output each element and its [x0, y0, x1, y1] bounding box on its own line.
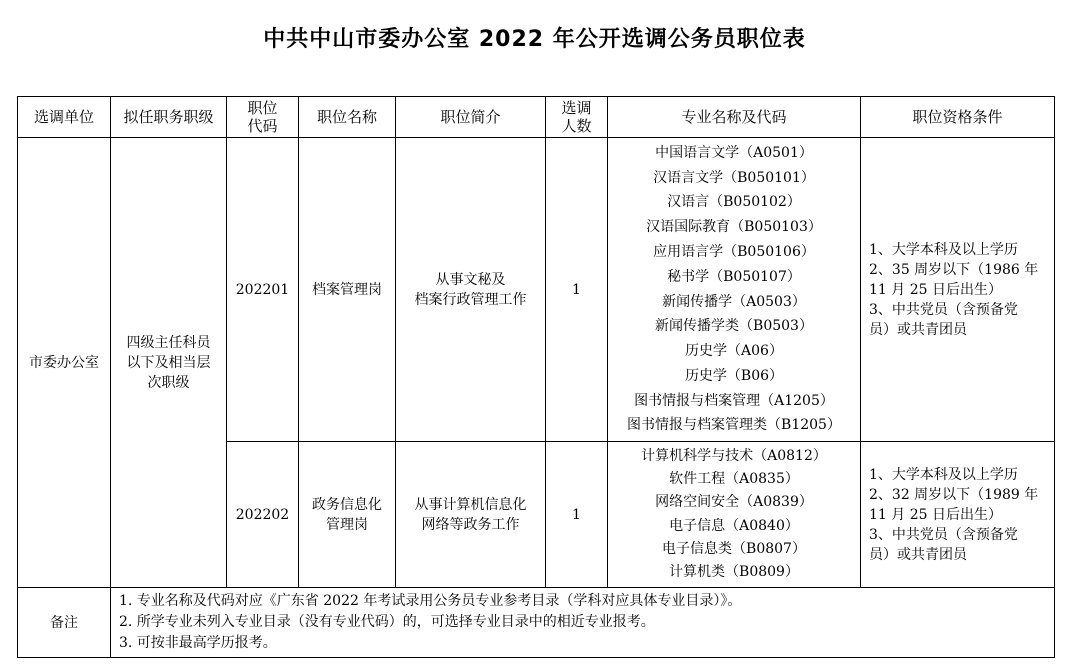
position-name-line: 政务信息化: [312, 496, 382, 513]
condition-line: 员）或共青团员: [869, 546, 967, 563]
header-count-line2: 人数: [561, 117, 592, 135]
major-item: 图书情报与档案管理类（B1205）: [627, 417, 841, 434]
rank-line: 四级主任科员: [126, 334, 211, 351]
majors-cell: [608, 138, 861, 442]
position-name-cell: [299, 442, 396, 588]
rank-line: 次职级: [147, 374, 190, 391]
header-conditions: 职位资格条件: [861, 97, 1055, 138]
position-name-line: 档案管理岗: [312, 281, 382, 298]
header-count-line1: 选调: [561, 99, 592, 117]
major-item: 电子信息类（B0807）: [662, 540, 806, 557]
condition-line: 3、中共党员（含预备党: [869, 526, 1018, 543]
table-row: [18, 138, 1055, 442]
major-item: 网络空间安全（A0839）: [655, 494, 813, 511]
intro-line: 从事文秘及: [435, 271, 506, 288]
conditions-cell: [861, 442, 1055, 588]
header-row: [18, 97, 1055, 138]
major-item: 电子信息（A0840）: [669, 517, 799, 534]
header-count: [546, 97, 608, 138]
intro-cell: [396, 442, 546, 588]
major-item: 汉语国际教育（B050103）: [646, 219, 822, 236]
major-item: 秘书学（B050107）: [667, 268, 801, 285]
header-code: [227, 97, 299, 138]
intro-line: 从事计算机信息化: [414, 496, 527, 513]
note-item: 3. 可按非最高学历报考。: [119, 635, 277, 651]
header-intro: 职位简介: [396, 97, 546, 138]
note-item: 2. 所学专业未列入专业目录（没有专业代码）的，可选择专业目录中的相近专业报考。: [119, 614, 655, 630]
major-item: 图书情报与档案管理（A1205）: [634, 392, 834, 409]
major-item: 软件工程（A0835）: [669, 471, 799, 488]
position-name-line: 管理岗: [326, 516, 368, 533]
count-cell: 1: [546, 442, 608, 588]
count-cell: 1: [546, 138, 608, 442]
code-cell: 202202: [227, 442, 299, 588]
major-item: 新闻传播学（A0503）: [662, 293, 806, 310]
condition-line: 1、大学本科及以上学历: [869, 466, 1018, 483]
intro-cell: [396, 138, 546, 442]
major-item: 新闻传播学类（B0503）: [655, 318, 813, 335]
page-title: 中共中山市委办公室 2022 年公开选调公务员职位表: [263, 27, 806, 52]
major-item: 历史学（B06）: [684, 367, 784, 384]
condition-line: 11 月 25 日后出生）: [869, 506, 1002, 523]
condition-line: 1、大学本科及以上学历: [869, 241, 1018, 258]
notes-cell: [111, 588, 1055, 658]
major-item: 中国语言文学（A0501）: [655, 144, 813, 161]
conditions-cell: [861, 138, 1055, 442]
major-item: 应用语言学（B050106）: [653, 243, 815, 260]
rank-line: 以下及相当层: [126, 354, 211, 371]
code-cell: 202201: [227, 138, 299, 442]
condition-line: 2、35 周岁以下（1986 年: [869, 261, 1039, 278]
position-name-cell: [299, 138, 396, 442]
header-majors: 专业名称及代码: [608, 97, 861, 138]
condition-line: 3、中共党员（含预备党: [869, 301, 1018, 318]
major-item: 汉语言文学（B050101）: [653, 169, 815, 186]
majors-cell: [608, 442, 861, 588]
major-item: 计算机科学与技术（A0812）: [641, 447, 827, 464]
header-name: 职位名称: [299, 97, 396, 138]
position-table: [17, 96, 1055, 658]
header-unit: 选调单位: [18, 97, 111, 138]
header-rank: 拟任职务职级: [111, 97, 227, 138]
intro-line: 档案行政管理工作: [414, 291, 527, 308]
notes-row: [18, 588, 1055, 658]
notes-label: 备注: [18, 588, 111, 658]
note-item: 1. 专业名称及代码对应《广东省 2022 年考试录用公务员专业参考目录（学科对应具体专业目录）》。: [119, 593, 742, 609]
unit-cell: 市委办公室: [18, 138, 111, 588]
condition-line: 员）或共青团员: [869, 321, 967, 338]
condition-line: 11 月 25 日后出生）: [869, 281, 1002, 298]
condition-line: 2、32 周岁以下（1989 年: [869, 486, 1039, 503]
major-item: 汉语言（B050102）: [667, 194, 801, 211]
intro-line: 网络等政务工作: [421, 516, 520, 533]
rank-cell: [111, 138, 227, 588]
major-item: 历史学（A06）: [685, 343, 783, 360]
header-code-line1: 职位: [247, 99, 278, 117]
header-code-line2: 代码: [247, 117, 278, 135]
major-item: 计算机类（B0809）: [669, 563, 799, 580]
